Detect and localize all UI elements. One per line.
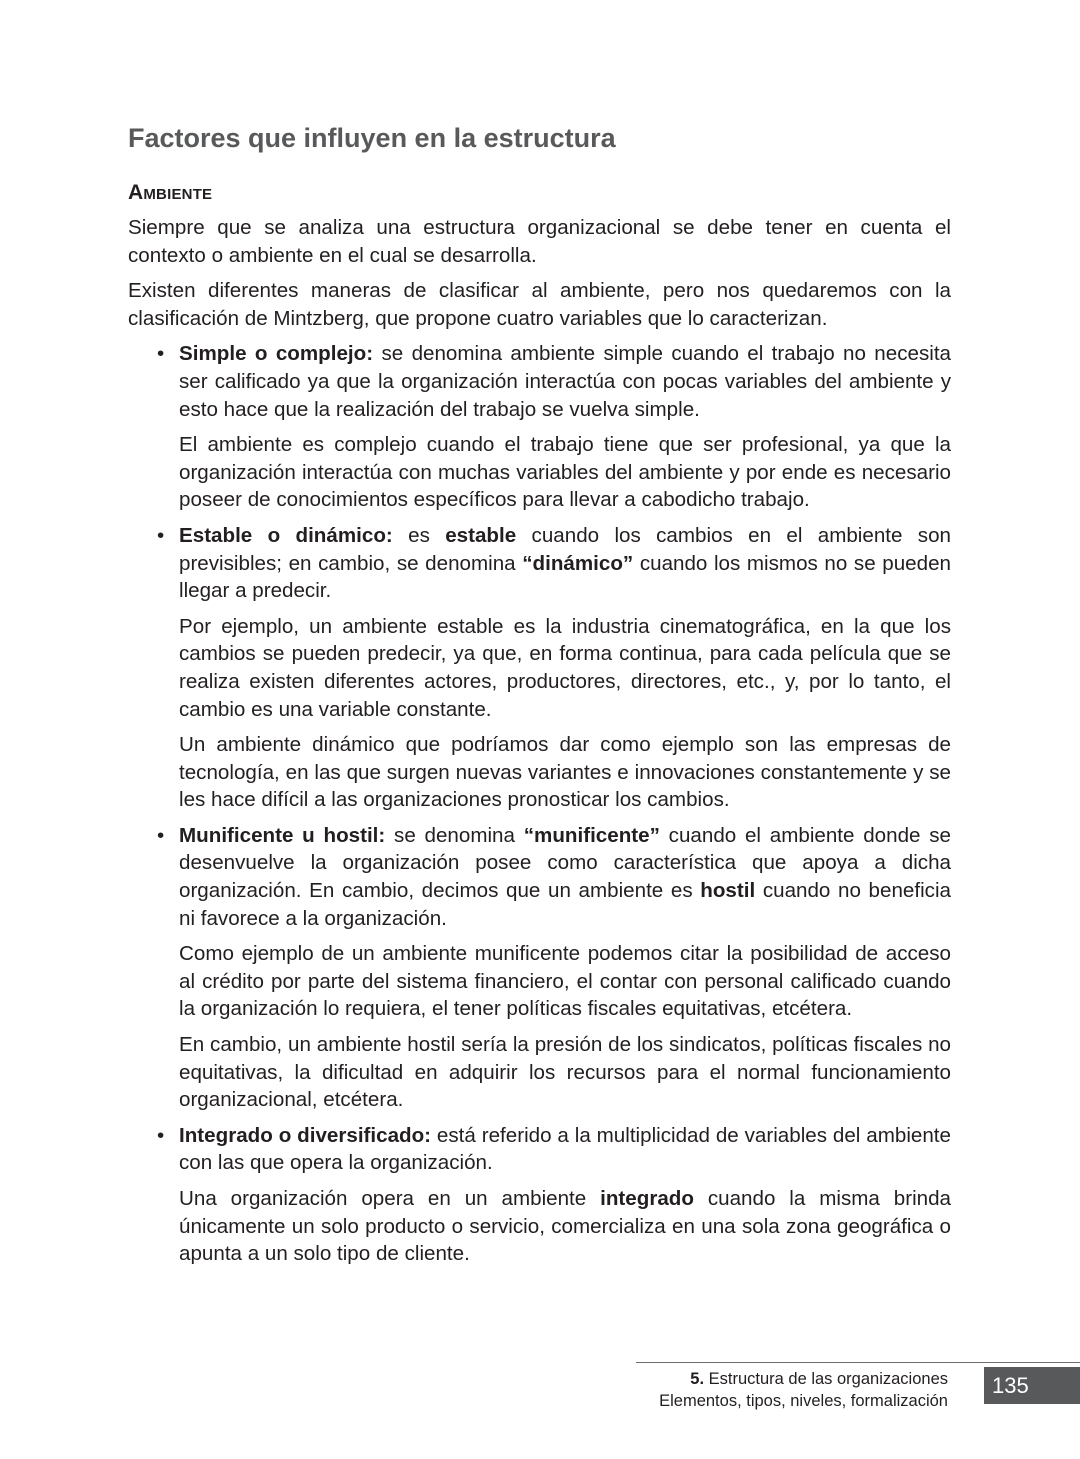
bold-text: “dinámico”	[522, 551, 634, 575]
chapter-number: 5.	[690, 1370, 705, 1388]
bold-text: hostil	[700, 879, 756, 903]
text: cuando no beneficia ni favorece a la organización.	[179, 879, 951, 930]
bold-text: “munificente”	[523, 823, 660, 847]
paragraph	[179, 1031, 951, 1114]
paragraph	[179, 613, 951, 723]
bold-text: Simple o complejo:	[179, 342, 374, 366]
bullet-item	[179, 822, 951, 932]
text: se denomina ambiente simple cuando el trabajo no necesita ser calificado ya que la organización interactúa con pocas variables del ambiente y esto hace que la realización del trabajo se vuelva simple.	[179, 342, 951, 421]
paragraph	[128, 277, 951, 332]
page-number: 135	[984, 1367, 1080, 1404]
text: cuando los cambios en el ambiente son previsibles; en cambio, se denomina	[179, 523, 951, 575]
paragraph	[179, 431, 951, 514]
text: Una organización opera en un ambiente	[179, 1187, 601, 1210]
bold-text: Munificente u hostil:	[179, 823, 386, 847]
bold-text: estable	[445, 523, 517, 547]
chapter-title: Estructura de las organizaciones	[704, 1370, 948, 1388]
bullet-item	[179, 1122, 951, 1177]
section-title: Factores que influyen en la estructura	[128, 123, 616, 153]
bold-text: Integrado o diversificado:	[179, 1123, 432, 1147]
text: En cambio, un ambiente hostil sería la presión de los sindicatos, políticas fiscales no equitativas, la dificultad en adquirir los recursos para el normal funcionamiento organizacional, etcétera.	[179, 1033, 951, 1112]
bold-text: Estable o dinámico:	[179, 523, 393, 547]
text: cuando la misma brinda únicamente un solo producto o servicio, comercializa en una sola zona geográfica o apunta a un solo tipo de cliente.	[179, 1187, 951, 1266]
paragraph	[128, 214, 951, 269]
paragraph	[179, 1185, 951, 1268]
text: cuando los mismos no se pueden llegar a predecir.	[179, 551, 951, 603]
paragraphs	[128, 214, 951, 1268]
text: cuando el ambiente donde se desenvuelve la organización posee como característica que apoya a dicha organización. En cambio, decimos que un ambiente es	[179, 823, 951, 903]
text: El ambiente es complejo cuando el trabajo tiene que ser profesional, ya que la organización interactúa con muchas variables del ambiente y por ende es necesario poseer de conocimientos específicos para llevar a cabodicho trabajo.	[179, 433, 951, 512]
text: Como ejemplo de un ambiente munificente podemos citar la posibilidad de acceso al crédito por parte del sistema financiero, el contar con personal calificado cuando la organización lo requiera, el tener políticas fiscales equitativas, etcétera.	[179, 942, 951, 1021]
chapter-subtitle: Elementos, tipos, niveles, formalización	[659, 1392, 948, 1410]
paragraph	[179, 940, 951, 1023]
text: es	[392, 523, 446, 547]
footer-divider	[636, 1362, 1080, 1363]
page-body	[128, 118, 951, 1276]
subsection-title: Ambiente	[128, 181, 213, 204]
text: se denomina	[385, 823, 524, 847]
paragraph	[179, 731, 951, 814]
text: está referido a la multiplicidad de variables del ambiente con las que opera la organización.	[179, 1123, 951, 1175]
bullet-item	[179, 340, 951, 423]
text: Por ejemplo, un ambiente estable es la industria cinematográfica, en la que los cambios se pueden predecir, ya que, en forma continua, para cada película que se realiza existen diferentes actores, productores, directores, etc., y, por lo tanto, el cambio es una variable constante.	[179, 614, 951, 721]
text: Un ambiente dinámico que podríamos dar como ejemplo son las empresas de tecnología, en las que surgen nuevas variantes e innovaciones constantemente y se les hace difícil a las organizaciones pronosticar los cambios.	[179, 733, 951, 812]
bullet-item	[179, 522, 951, 605]
bold-text: integrado	[600, 1187, 694, 1210]
text: Existen diferentes maneras de clasificar al ambiente, pero nos quedaremos con la clasificación de Mintzberg, que propone cuatro variables que lo caracterizan.	[128, 279, 951, 330]
running-footer	[659, 1368, 948, 1412]
text: Siempre que se analiza una estructura organizacional se debe tener en cuenta el contexto o ambiente en el cual se desarrolla.	[128, 216, 951, 267]
